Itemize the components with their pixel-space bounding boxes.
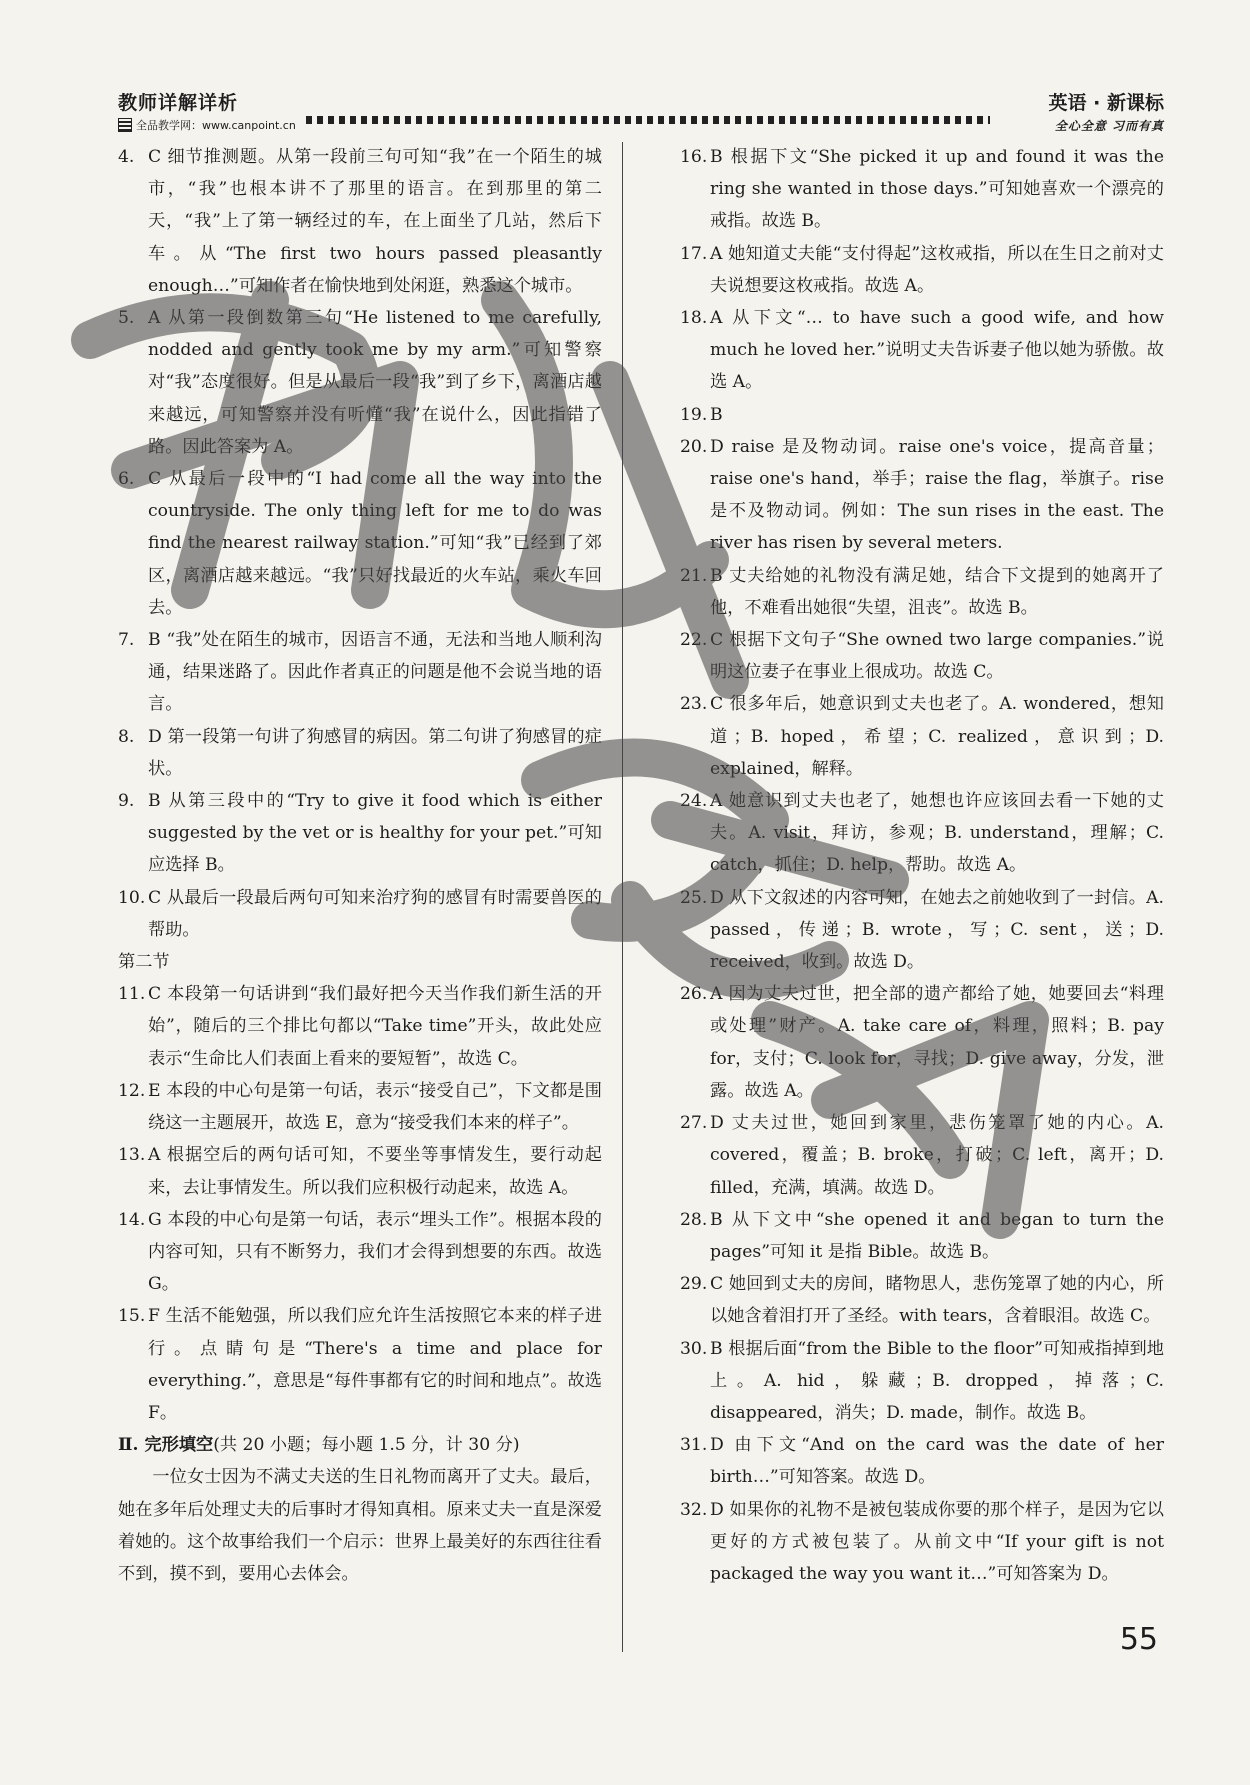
answer-number: 17. — [680, 243, 708, 264]
column-divider — [622, 142, 623, 1652]
answer-item — [118, 1204, 602, 1301]
answer-item — [118, 624, 602, 721]
header-rule — [306, 116, 990, 124]
answer-item — [118, 302, 602, 463]
answer-item — [680, 978, 1164, 1107]
answer-number: 25. — [680, 887, 708, 908]
answer-text: A 根据空后的两句话可知，不要坐等事情发生，要行动起来，去让事情发生。所以我们应积极行动起来，故选 A。 — [148, 1145, 602, 1198]
answer-text: C 很多年后，她意识到丈夫也老了。A. wondered，想知道；B. hoped，希望；C. realized，意识到；D. explained，解释。 — [710, 694, 1164, 779]
answer-item — [118, 1139, 602, 1203]
answer-number: 31. — [680, 1435, 708, 1456]
site-url[interactable]: 全品教学网：www.canpoint.cn — [136, 119, 296, 132]
answer-text: C 细节推测题。从第一段前三句可知“我”在一个陌生的城市，“我”也根本讲不了那里的语言。在到那里的第二天，“我”上了第一辆经过的车，在上面坐了几站，然后下车。从“The first two hours passed pleasantly enough…”可知作者在愉快地到处闲逛，熟悉这个城市。 — [148, 147, 602, 296]
part2-summary: 一位女士因为不满丈夫送的生日礼物而离开了丈夫。最后，她在多年后处理丈夫的后事时才得知真相。原来丈夫一直是深爱着她的。这个故事给我们一个启示：世界上最美好的东西往往看不到，摸不到，要用心去体会。 — [118, 1467, 602, 1584]
answer-list-part2 — [680, 141, 1164, 1590]
answer-number: 32. — [680, 1499, 708, 1520]
answer-number: 4. — [118, 147, 135, 167]
right-column — [680, 141, 1164, 1590]
answer-number: 16. — [680, 147, 708, 167]
answer-text: D 丈夫过世，她回到家里，悲伤笼罩了她的内心。A. covered，覆盖；B. broke，打破；C. left，离开；D. filled，充满，填满。故选 D。 — [710, 1113, 1164, 1198]
answer-text: A 她意识到丈夫也老了，她想也许应该回去看一下她的丈夫。A. visit，拜访，参观；B. understand，理解；C. catch，抓住；D. help，帮助。故选 A。 — [710, 791, 1164, 876]
answer-text: F 生活不能勉强，所以我们应允许生活按照它本来的样子进行。点睛句是“There's a time and place for everything.”，意思是“每件事都有它的时间和地点”。故选 F。 — [148, 1306, 602, 1423]
answer-item — [680, 302, 1164, 399]
answer-item — [680, 882, 1164, 979]
answer-item — [680, 1494, 1164, 1591]
answer-text: D 从下文叙述的内容可知，在她去之前她收到了一封信。A. passed，传递；B. wrote，写；C. sent，送；D. received，收到。故选 D。 — [710, 887, 1164, 973]
answer-item — [118, 978, 602, 1075]
answer-number: 28. — [680, 1209, 708, 1230]
answer-text: B 根据下文“She picked it up and found it was the ring she wanted in those days.”可知她喜欢一个漂亮的戒指。故选 B。 — [710, 147, 1164, 232]
answer-number: 9. — [118, 791, 135, 812]
answer-text: B 根据后面“from the Bible to the floor”可知戒指掉到地上。A. hid，躲藏；B. dropped，掉落；C. disappeared，消失；D. made，制作。故选 B。 — [710, 1338, 1164, 1423]
answer-number: 10. — [118, 887, 146, 908]
answer-item — [680, 399, 1164, 431]
answer-number: 23. — [680, 694, 708, 715]
answer-item — [680, 1204, 1164, 1268]
answer-number: 12. — [118, 1080, 146, 1101]
part2-heading — [118, 1429, 602, 1461]
answer-item — [680, 1429, 1164, 1493]
answer-number: 7. — [118, 630, 135, 651]
answer-number: 15. — [118, 1306, 146, 1327]
answer-number: 29. — [680, 1274, 708, 1295]
answer-item — [680, 1268, 1164, 1332]
answer-item — [680, 624, 1164, 688]
answer-text: C 从最后一段中的“I had come all the way into the countryside. The only thing left for me to do was find the nearest railway station.”可知“我”已经到了郊区，离酒店越来越远。“我”只好找最近的火车站，乘火车回去。 — [148, 469, 602, 618]
section2-label: 第二节 — [118, 952, 170, 973]
answer-item — [680, 141, 1164, 238]
answer-list-section2 — [118, 978, 602, 1429]
answer-text: A 从下文“… to have such a good wife, and how much he loved her.”说明丈夫告诉妻子他以她为骄傲。故选 A。 — [710, 308, 1164, 393]
answer-item — [118, 141, 602, 302]
answer-text: D 由下文“And on the card was the date of her birth…”可知答案。故选 D。 — [710, 1435, 1164, 1488]
header-title: 教师详解详析 — [118, 92, 239, 114]
answer-number: 26. — [680, 984, 708, 1005]
canpoint-logo-icon — [118, 118, 132, 132]
answer-item — [118, 463, 602, 624]
answer-text: D 如果你的礼物不是被包装成你要的那个样子，是因为它以更好的方式被包装了。从前文中“If your gift is not packaged the way you want it…”可知答案为 D。 — [710, 1499, 1164, 1584]
answer-number: 19. — [680, 404, 708, 425]
answer-number: 24. — [680, 791, 708, 812]
answer-number: 30. — [680, 1338, 708, 1359]
answer-item — [118, 721, 602, 785]
answer-item — [680, 431, 1164, 560]
answer-text: C 从最后一段最后两句可知来治疗狗的感冒有时需要兽医的帮助。 — [148, 887, 602, 940]
answer-item — [680, 785, 1164, 882]
answer-text: A 从第一段倒数第三句“He listened to me carefully, nodded and gently took me by my arm.”可知警察对“我”态度很好。但是从最后一段“我”到了乡下，离酒店越来越远，可知警察并没有听懂“我”在说什么，因此指错了路。因此答案为 A。 — [148, 308, 602, 457]
answer-item — [680, 1107, 1164, 1204]
answer-number: 27. — [680, 1113, 708, 1134]
answer-number: 13. — [118, 1145, 146, 1166]
answer-number: 20. — [680, 436, 708, 457]
answer-item — [118, 882, 602, 946]
answer-text: G 本段的中心句是第一句话，表示“埋头工作”。根据本段的内容可知，只有不断努力，我们才会得到想要的东西。故选 G。 — [148, 1209, 602, 1295]
answer-number: 11. — [118, 984, 146, 1005]
answer-item — [680, 238, 1164, 302]
answer-number: 14. — [118, 1209, 146, 1230]
answer-text: A 她知道丈夫能“支付得起”这枚戒指，所以在生日之前对丈夫说想要这枚戒指。故选 A。 — [710, 243, 1164, 296]
answer-text: A 因为丈夫过世，把全部的遗产都给了她，她要回去“料理或处理”财产。A. take care of，料理，照料；B. pay for，支付；C. look for，寻找；D. give away，分发，泄露。故选 A。 — [710, 984, 1164, 1101]
header-left — [118, 88, 296, 133]
header-site — [118, 117, 296, 133]
answer-item — [680, 1333, 1164, 1430]
header-right — [1049, 88, 1164, 134]
answer-text: C 本段第一句话讲到“我们最好把今天当作我们新生活的开始”，随后的三个排比句都以“Take time”开头，故此处应表示“生命比人们表面上看来的要短暂”，故选 C。 — [148, 984, 602, 1069]
answer-text: C 根据下文句子“She owned two large companies.”说明这位妻子在事业上很成功。故选 C。 — [710, 630, 1164, 683]
answer-text: D raise 是及物动词。raise one's voice，提高音量；raise one's hand，举手；raise the flag，举旗子。rise 是不及物动词。例如：The sun rises in the east. The river has risen by several meters. — [710, 436, 1164, 554]
answer-text: B 从第三段中的“Try to give it food which is either suggested by the vet or is healthy for your pet.”可知应选择 B。 — [148, 791, 602, 876]
left-column — [118, 141, 602, 1590]
part2-meta: (共 20 小题；每小题 1.5 分，计 30 分) — [213, 1435, 520, 1456]
header-subject: 英语 · 新课标 — [1048, 92, 1164, 114]
answer-text: E 本段的中心句是第一句话，表示“接受自己”，下文都是围绕这一主题展开，故选 E，意为“接受我们本来的样子”。 — [148, 1080, 602, 1134]
answer-text: C 她回到丈夫的房间，睹物思人，悲伤笼罩了她的内心，所以她含着泪打开了圣经。with tears，含着眼泪。故选 C。 — [710, 1274, 1164, 1327]
page-number: 55 — [1119, 1622, 1158, 1657]
answer-text: B 丈夫给她的礼物没有满足她，结合下文提到的她离开了他，不难看出她很“失望，沮丧”。故选 B。 — [710, 565, 1164, 618]
answer-number: 8. — [118, 726, 135, 747]
answer-number: 5. — [118, 308, 135, 329]
answer-item — [680, 688, 1164, 785]
answer-text: B 从下文中“she opened it and began to turn the pages”可知 it 是指 Bible。故选 B。 — [710, 1209, 1164, 1262]
answer-number: 21. — [680, 565, 708, 586]
answer-item — [118, 1300, 602, 1429]
part2-label: Ⅱ. 完形填空 — [118, 1435, 214, 1456]
answer-number: 22. — [680, 630, 708, 651]
answer-text: D 第一段第一句讲了狗感冒的病因。第二句讲了狗感冒的症状。 — [148, 726, 602, 779]
answer-number: 18. — [680, 308, 708, 329]
answer-text: B “我”处在陌生的城市，因语言不通，无法和当地人顺利沟通，结果迷路了。因此作者真正的问题是他不会说当地的语言。 — [148, 630, 602, 715]
answer-text: B — [710, 404, 723, 425]
answer-item — [680, 560, 1164, 624]
answer-item — [118, 1075, 602, 1139]
answer-item — [118, 785, 602, 882]
answer-list-section1 — [118, 141, 602, 946]
answer-number: 6. — [118, 469, 135, 490]
header-slogan: 全心全意 习而有真 — [1054, 119, 1164, 133]
